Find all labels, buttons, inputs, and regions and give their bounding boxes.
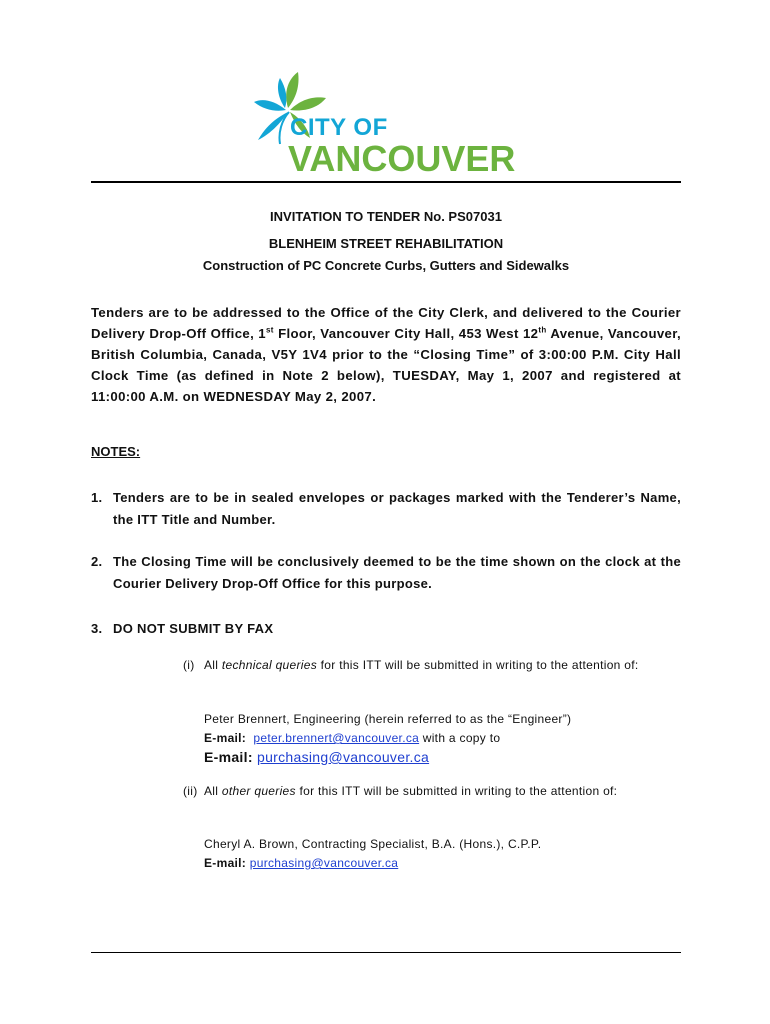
note-item <box>91 618 681 640</box>
document-title: INVITATION TO TENDER No. PS07031 <box>270 209 502 224</box>
project-title: BLENHEIM STREET REHABILITATION <box>268 236 504 251</box>
note-text: The Closing Time will be conclusively deemed to be the time shown on the clock at the Courier Delivery Drop-Off Office for this purpose. <box>113 554 681 591</box>
city-of-vancouver-logo <box>252 68 522 178</box>
project-subtitle: Construction of PC Concrete Curbs, Gutters and Sidewalks <box>202 258 570 273</box>
bottom-divider <box>91 952 681 953</box>
note-number: 1. <box>91 490 103 505</box>
purchasing-email-link[interactable]: purchasing@vancouver.ca <box>249 856 399 870</box>
copy-text: with a copy to <box>422 731 501 745</box>
sub-item-label: (ii) <box>183 784 198 798</box>
engineer-email-link[interactable]: peter.brennert@vancouver.ca <box>253 731 420 745</box>
note-item <box>91 487 681 531</box>
note-text: Tenders are to be in sealed envelopes or packages marked with the Tenderer’s Name, the ITT Title and Number. <box>113 490 681 527</box>
email-label: E-mail: <box>204 749 253 765</box>
note-number: 2. <box>91 554 103 569</box>
sub-item-other-queries <box>183 782 673 800</box>
email-label: E-mail: <box>204 731 247 745</box>
sub-item-text: All other queries for this ITT will be submitted in writing to the attention of: <box>204 784 618 798</box>
contact-name: Cheryl A. Brown, Contracting Specialist, B.A. (Hons.), C.P.P. <box>204 837 542 851</box>
sub-item-technical-queries <box>183 656 673 674</box>
note-item <box>91 551 681 595</box>
contact-name: Peter Brennert, Engineering (herein referred to as the “Engineer”) <box>204 712 572 726</box>
purchasing-email-link[interactable]: purchasing@vancouver.ca <box>256 749 430 765</box>
logo-line-1: CITY OF <box>290 114 388 141</box>
sub-item-text: All technical queries for this ITT will be submitted in writing to the attention of: <box>204 658 639 672</box>
top-divider <box>91 181 681 183</box>
email-label: E-mail: <box>204 856 247 870</box>
logo-line-2: VANCOUVER <box>288 138 516 179</box>
note-text: DO NOT SUBMIT BY FAX <box>113 621 274 636</box>
note-number: 3. <box>91 621 103 636</box>
intro-paragraph: Tenders are to be addressed to the Office of the City Clerk, and delivered to the Courier Delivery Drop-Off Office, 1st Floor, Vancouver City Hall, 453 West 12th Avenue, Vancouver, British Columbia, Canada, V5Y 1V4 prior to the “Closing Time” of 3:00:00 P.M. City Hall Clock Time (as defined in Note 2 below), TUESDAY, May 1, 2007 and registered at 11:00:00 A.M. on WEDNESDAY May 2, 2007. <box>91 305 681 404</box>
notes-heading: NOTES: <box>91 444 141 459</box>
technical-contact <box>204 710 571 767</box>
sub-item-label: (i) <box>183 658 195 672</box>
contracting-contact <box>204 835 541 873</box>
